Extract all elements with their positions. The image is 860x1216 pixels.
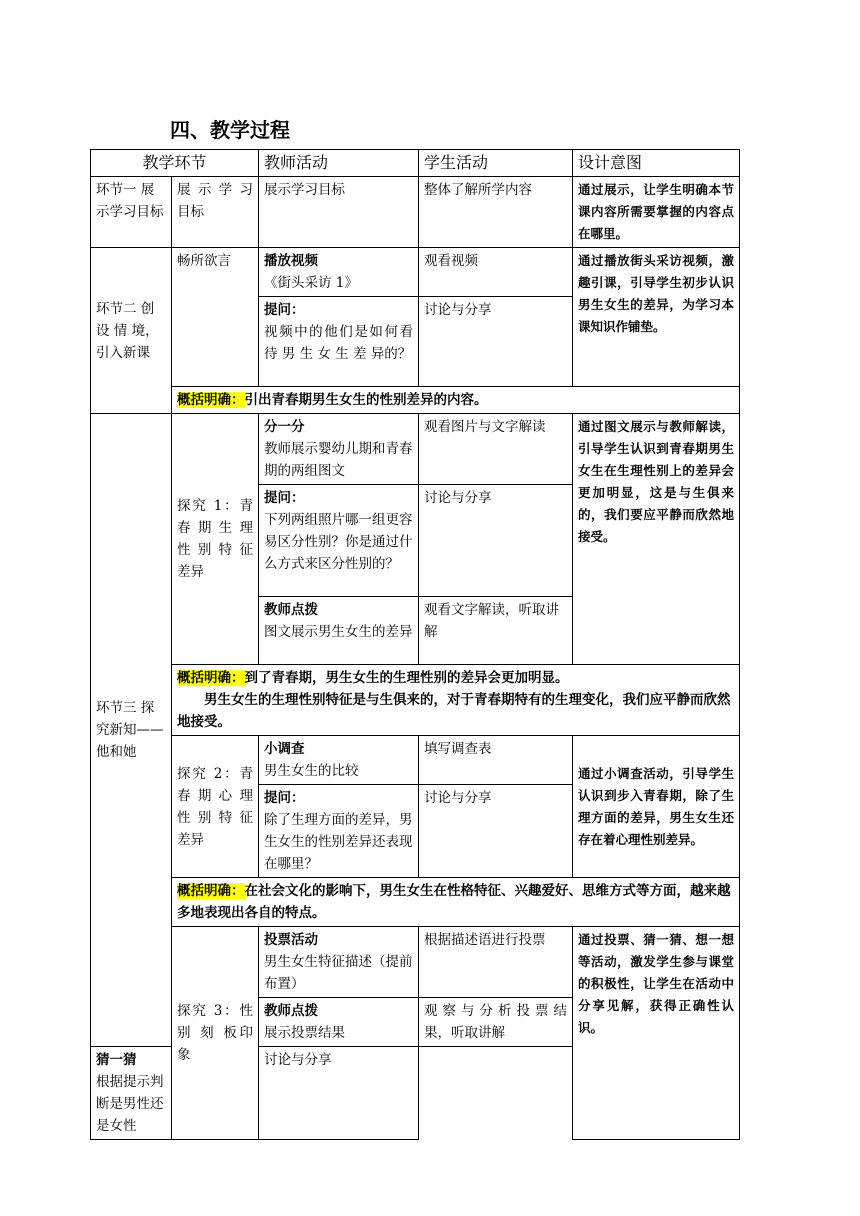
stage-1-student: 整体了解所学内容 bbox=[419, 177, 573, 248]
stage-2-teacher-1-title: 播放视频 bbox=[264, 253, 319, 269]
explore-1-student-2: 讨论与分享 bbox=[419, 485, 573, 597]
summary-label: 概括明确： bbox=[177, 392, 245, 408]
explore-2-teacher-1-title: 小调查 bbox=[264, 741, 305, 757]
stage-2-teacher-1 bbox=[259, 248, 419, 297]
table-row bbox=[91, 665, 740, 736]
header-student: 学生活动 bbox=[419, 150, 573, 177]
explore-2-teacher-2 bbox=[259, 785, 419, 878]
explore-1-intent: 通过图文展示与教师解读，引导学生认识到青春期男生女生在生理性别上的差异会更加明显，这是与生俱来的，我们要应平静而欣然地接受。 bbox=[573, 414, 740, 665]
explore-3-teacher-2-title: 教师点拨 bbox=[264, 1003, 319, 1019]
table-row bbox=[91, 177, 740, 248]
explore-1-teacher-2-title: 提问： bbox=[264, 490, 305, 506]
stage-3-label: 环节三 探究新知——他和她 bbox=[91, 414, 172, 1047]
explore-1-teacher-3-title: 教师点拨 bbox=[264, 602, 319, 618]
summary-label: 概括明确： bbox=[177, 883, 245, 899]
explore-1-teacher-3-body: 图文展示男生女生的差异 bbox=[264, 624, 413, 640]
explore-1-teacher-1-body: 教师展示婴幼儿期和青春期的两组图文 bbox=[264, 441, 413, 479]
stage-2-summary bbox=[172, 387, 740, 414]
explore-1-student-3: 观看文字解读，听取讲解 bbox=[419, 597, 573, 665]
stage-2-label: 环节二 创 设 情 境，引入新课 bbox=[91, 248, 172, 414]
stage-2-sub: 畅所欲言 bbox=[172, 248, 259, 387]
stage-2-teacher-2-body: 视频中的他们是如何看 待 男 生 女 生 差 异的？ bbox=[264, 324, 414, 362]
explore-2-summary bbox=[172, 878, 740, 927]
explore-2-teacher-2-title: 提问： bbox=[264, 790, 305, 806]
summary-label: 概括明确： bbox=[177, 670, 245, 686]
explore-3-student-2: 观 察 与 分 析 投 票 结 果，听取讲解 bbox=[419, 998, 573, 1047]
section-heading: 四、教学过程 bbox=[170, 118, 290, 142]
explore-1-teacher-1 bbox=[259, 414, 419, 485]
explore-1-teacher-2 bbox=[259, 485, 419, 597]
stage-2-teacher-2 bbox=[259, 297, 419, 387]
explore-2-intent: 通过小调查活动，引导学生认识到步入青春期，除了生理方面的差异，男生女生还存在着心理性别差异。 bbox=[573, 736, 740, 878]
stage-2-student-1: 观看视频 bbox=[419, 248, 573, 297]
explore-3-teacher-2-body: 展示投票结果 bbox=[264, 1025, 346, 1041]
explore-2-teacher-1 bbox=[259, 736, 419, 785]
teaching-process-table bbox=[90, 149, 740, 1140]
stage-2-teacher-2-title: 提问： bbox=[264, 302, 305, 318]
explore-3-intent: 通过投票、猜一猜、想一想等活动，激发学生参与课堂的积极性，让学生在活动中分享见解，获得正确性认识。 bbox=[573, 927, 740, 1140]
explore-3-teacher-3-title: 猜一猜 bbox=[96, 1052, 137, 1068]
explore-3-student-3: 讨论与分享 bbox=[259, 1047, 419, 1140]
table-row bbox=[91, 248, 740, 297]
explore-2-teacher-2-body: 除了生理方面的差异，男生女生的性别差异还表现在哪里？ bbox=[264, 812, 413, 872]
header-intent: 设计意图 bbox=[573, 150, 740, 177]
header-stage: 教学环节 bbox=[91, 150, 259, 177]
explore-1-teacher-3 bbox=[259, 597, 419, 665]
explore-1-teacher-1-title: 分一分 bbox=[264, 419, 305, 435]
explore-3-teacher-3 bbox=[91, 1047, 172, 1140]
explore-2-student-2: 讨论与分享 bbox=[419, 785, 573, 878]
explore-1-summary bbox=[172, 665, 740, 736]
stage-1-sub: 展 示 学 习 目标 bbox=[172, 177, 259, 248]
summary-text: 引出青春期男生女生的性别差异的内容。 bbox=[244, 392, 488, 408]
stage-1-teacher: 展示学习目标 bbox=[259, 177, 419, 248]
explore-3-teacher-1-body: 男生女生特征描述（提前布置） bbox=[264, 954, 413, 992]
stage-1-intent: 通过展示，让学生明确本节课内容所需要掌握的内容点在哪里。 bbox=[573, 177, 740, 248]
summary-text-2: 男生女生的生理性别特征是与生俱来的，对于青春期特有的生理变化，我们应平静而欣然地接受。 bbox=[177, 692, 731, 730]
stage-2-intent: 通过播放街头采访视频，激趣引课，引导学生初步认识男生女生的差异，为学习本课知识作铺垫。 bbox=[573, 248, 740, 387]
stage-1-label: 环节一 展示学习目标 bbox=[91, 177, 172, 248]
explore-3-teacher-1-title: 投票活动 bbox=[264, 932, 319, 948]
explore-1-student-1: 观看图片与文字解读 bbox=[419, 414, 573, 485]
table-row bbox=[91, 414, 740, 485]
table-row bbox=[91, 736, 740, 785]
explore-3-teacher-2 bbox=[259, 998, 419, 1047]
table-header-row bbox=[91, 150, 740, 177]
stage-2-teacher-1-body: 《街头采访 1》 bbox=[264, 275, 358, 291]
explore-3-sub: 探究 3：性 别 刻 板印象 bbox=[172, 927, 259, 1140]
explore-3-student-1: 根据描述语进行投票 bbox=[419, 927, 573, 998]
summary-text: 在社会文化的影响下，男生女生在性格特征、兴趣爱好、思维方式等方面，越来越多地表现出各自的特点。 bbox=[177, 883, 731, 921]
explore-2-sub: 探究 2：青 春 期 心 理 性 别 特 征差异 bbox=[172, 736, 259, 878]
table-row bbox=[91, 927, 740, 998]
table-row bbox=[91, 387, 740, 414]
stage-2-student-2: 讨论与分享 bbox=[419, 297, 573, 387]
explore-1-teacher-2-body: 下列两组照片哪一组更容易区分性别？你是通过什么方式来区分性别的？ bbox=[264, 512, 413, 572]
explore-2-student-1: 填写调查表 bbox=[419, 736, 573, 785]
explore-2-teacher-1-body: 男生女生的比较 bbox=[264, 763, 359, 779]
explore-3-teacher-3-body: 根据提示判断是男性还是女性 bbox=[96, 1074, 164, 1134]
explore-1-sub: 探究 1：青 春 期 生 理 性 别 特 征差异 bbox=[172, 414, 259, 665]
table-row bbox=[91, 878, 740, 927]
explore-3-teacher-1 bbox=[259, 927, 419, 998]
summary-text-1: 到了青春期，男生女生的生理性别的差异会更加明显。 bbox=[244, 670, 569, 686]
header-teacher: 教师活动 bbox=[259, 150, 419, 177]
